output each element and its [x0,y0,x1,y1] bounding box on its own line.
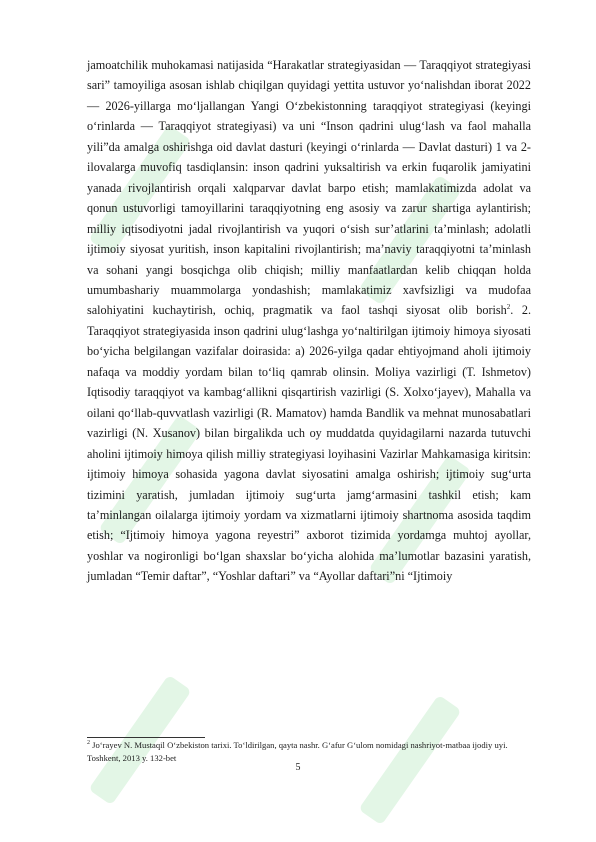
footnote-separator [87,737,205,738]
page-content [87,55,531,587]
body-text-part-2: . 2. Taraqqiyot strategiyasida inson qadrini ulug‘lashga yo‘naltirilgan ijtimoiy himoya siyosati bo‘yicha belgilangan vazifalar doirasida: a) 2026-yilga qadar ehtiyojmand aholi ijtimoiy nafaqa va moddiy yordam bilan to‘liq qamrab olinsin. Moliya vazirligi (T. Ishmetov) Iqtisodiy taraqqiyot va kambag‘allikni qisqartirish vazirligi (S. Xolxo‘jayev), Mahalla va oilani qo‘llab-quvvatlash vazirligi (R. Mamatov) hamda Bandlik va mehnat munosabatlari vazirligi (N. Xusanov) bilan birgalikda uch oy muddatda quyidagilarni nazarda tutuvchi aholini ijtimoiy himoya qilish milliy strategiyasi loyihasini Vazirlar Mahkamasiga kiritsin: ijtimoiy himoya sohasida yagona davlat siyosatini amalga oshirish; ijtimoiy sug‘urta tizimini yaratish, jumladan ijtimoiy sug‘urta jamg‘armasini tashkil etish; kam ta’minlangan oilalarga ijtimoiy yordam va xizmatlarni ijtimoiy shartnoma asosida taqdim etish; “Ijtimoiy himoya yagona reyestri” axborot tizimida yordamga muhtoj ayollar, yoshlar va nogironligi bo‘lgan shaxslar bo‘yicha alohida ma’lumotlar bazasini yaratish, jumladan “Temir daftar”, “Yoshlar daftari” va “Ayollar daftari”ni “Ijtimoiy [87,303,531,584]
footnote-reference[interactable]: 2 [506,303,511,312]
footnote-marker: 2 [87,740,90,747]
body-text-part-1: jamoatchilik muhokamasi natijasida “Harakatlar strategiyasidan — Taraqqiyot strategiyasi sari” tamoyiliga asosan ishlab chiqilgan quyidagi yettita ustuvor yo‘nalishdan iborat 2022 — 2026-yillarga mo‘ljallangan Yangi O‘zbekistonning taraqqiyot strategiyasi (keyingi o‘rinlarda — Taraqqiyot strategiyasi) va uni “Inson qadrini ulug‘lash va faol mahalla yili”da amalga oshirishga oid davlat dasturi (keyingi o‘rinlarda — Davlat dasturi) 1 va 2-ilovalarga muvofiq tasdiqlansin: inson qadrini yuksaltirish va erkin fuqarolik jamiyatini yanada rivojlantirish orqali xalqparvar davlat barpo etish; mamlakatimizda adolat va qonun ustuvorligi tamoyillarini taraqqiyotning eng asosiy va zarur shartiga aylantirish; milliy iqtisodiyotni jadal rivojlantirish va yuqori o‘sish sur’atlarini ta’minlash; adolatli ijtimoiy siyosat yuritish, inson kapitalini rivojlantirish; ma’naviy taraqqiyotni ta’minlash va sohani yangi bosqichga olib chiqish; milliy manfaatlardan kelib chiqqan holda umumbashariy muammolarga yondashish; mamlakatimiz xavfsizligi va mudofaa salohiyatini kuchaytirish, ochiq, pragmatik va faol tashqi siyosat olib borish [87,58,531,318]
body-paragraph [87,55,531,587]
footnote-text: Jo‘rayev N. Mustaqil O‘zbekiston tarixi. To‘ldirilgan, qayta nashr. G‘afur G‘ulom nomidagi nashriyot-matbaa ijodiy uyi. Toshkent, 2013 y. 132-bet [87,740,508,764]
page-number: 5 [295,762,301,773]
